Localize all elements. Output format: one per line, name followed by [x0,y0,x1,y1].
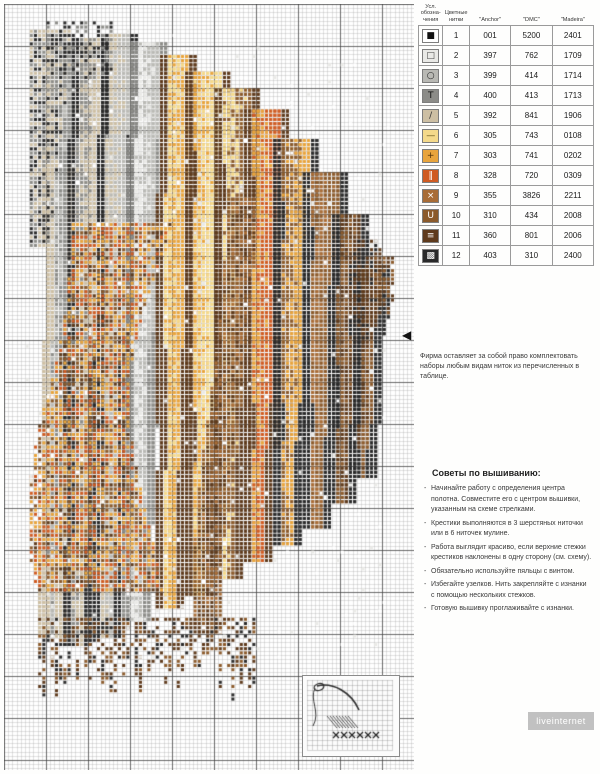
legend-anchor-code: 400 [469,86,510,106]
legend-number: 6 [443,126,470,146]
legend-dmc-code: 310 [511,246,552,266]
symbol-glyph: □ [426,50,435,61]
legend-madeira-code: 0108 [552,126,593,146]
legend-symbol-cell [419,186,443,206]
legend-dmc-code: 720 [511,166,552,186]
symbol-glyph: ‖ [428,170,433,181]
legend-symbol-cell [419,46,443,66]
symbol-glyph: ○ [426,70,435,81]
symbol-glyph: × [426,190,435,201]
symbol-glyph: + [426,150,435,161]
legend-dmc-code: 414 [511,66,552,86]
legend-symbol-cell [419,226,443,246]
color-swatch [422,149,439,163]
legend-number: 9 [443,186,470,206]
tips-item: - Обязательно используйте пяльцы с винтом. [424,567,592,578]
legend-dmc-code: 801 [511,226,552,246]
legend-row [419,166,594,186]
legend-anchor-code: 001 [469,26,510,46]
color-swatch [422,29,439,43]
symbol-glyph: ▩ [426,250,435,261]
symbol-glyph: U [427,210,434,221]
legend-row [419,246,594,266]
needle-illustration [303,676,397,754]
legend-header-row [419,4,594,26]
legend-symbol-cell [419,206,443,226]
watermark: liveinternet [528,712,594,730]
legend-anchor-code: 310 [469,206,510,226]
color-swatch [422,229,439,243]
symbol-glyph: T [427,90,434,101]
legend-anchor-code: 399 [469,66,510,86]
legend-madeira-code: 2006 [552,226,593,246]
legend-row [419,146,594,166]
legend-row [419,66,594,86]
legend-number: 3 [443,66,470,86]
tips-item: - Крестики выполняются в 3 шерстяных ниточки или в 6 ниточек мулине. [424,519,592,540]
color-swatch [422,249,439,263]
legend-anchor-code: 355 [469,186,510,206]
legend-anchor-code: 303 [469,146,510,166]
legend-number: 5 [443,106,470,126]
legend-anchor-code: 360 [469,226,510,246]
legend-symbol-cell [419,166,443,186]
legend-anchor-code: 392 [469,106,510,126]
legend-header-symbol: Усл. обозна- чения [420,4,441,23]
legend-dmc-code: 743 [511,126,552,146]
legend-dmc-code: 5200 [511,26,552,46]
legend-number: 1 [443,26,470,46]
disclaimer-text: Фирма оставляет за собой право комплектовать наборы любым видам ниток из перечисленных в таблице. [420,353,580,381]
legend-madeira-code: 1714 [552,66,593,86]
thread-legend [418,4,594,266]
legend-number: 4 [443,86,470,106]
color-swatch [422,189,439,203]
legend-row [419,26,594,46]
tips-item: - Начинайте работу с определения центра полотна. Совместите его с центром вышивки, указанным на схеме стрелками. [424,484,592,516]
legend-number: 7 [443,146,470,166]
color-swatch [422,89,439,103]
tips-title: Советы по вышиванию: [432,468,541,478]
legend-madeira-code: 1713 [552,86,593,106]
stitch-diagram [302,675,400,757]
legend-row [419,106,594,126]
legend-dmc-code: 413 [511,86,552,106]
legend-table [418,4,594,266]
legend-dmc-code: 762 [511,46,552,66]
legend-anchor-code: 403 [469,246,510,266]
cross-stitch-chart [4,4,414,770]
legend-number: 11 [443,226,470,246]
legend-anchor-code: 397 [469,46,510,66]
legend-madeira-code: 1906 [552,106,593,126]
color-swatch [422,109,439,123]
legend-row [419,86,594,106]
tips-list [424,484,592,615]
tips-block [424,484,592,618]
legend-symbol-cell [419,26,443,46]
symbol-glyph: ≡ [426,230,435,241]
color-swatch [422,169,439,183]
legend-symbol-cell [419,106,443,126]
tips-item: - Избегайте узелков. Нить закрепляйте с изнанки с помощью нескольких стежков. [424,580,592,601]
legend-madeira-code: 0202 [552,146,593,166]
legend-madeira-code: 2401 [552,26,593,46]
legend-symbol-cell [419,86,443,106]
legend-madeira-code: 2008 [552,206,593,226]
legend-row [419,46,594,66]
legend-number: 2 [443,46,470,66]
legend-anchor-code: 305 [469,126,510,146]
tips-item: - Работа выглядит красиво, если верхние стежки крестиков наклонены в одну сторону (см. схему). [424,543,592,564]
color-swatch [422,209,439,223]
legend-anchor-code: 328 [469,166,510,186]
color-swatch [422,129,439,143]
color-swatch [422,69,439,83]
legend-madeira-code: 2211 [552,186,593,206]
symbol-glyph: ■ [426,30,435,41]
legend-madeira-code: 0309 [552,166,593,186]
legend-number: 10 [443,206,470,226]
legend-madeira-code: 1709 [552,46,593,66]
legend-madeira-code: 2400 [552,246,593,266]
legend-dmc-code: 434 [511,206,552,226]
legend-dmc-code: 841 [511,106,552,126]
legend-header-madeira: "Madeira" [560,16,585,23]
legend-number: 8 [443,166,470,186]
chart-stitches [4,4,414,770]
legend-symbol-cell [419,146,443,166]
legend-body [419,26,594,266]
legend-dmc-code: 3826 [511,186,552,206]
legend-symbol-cell [419,246,443,266]
legend-row [419,206,594,226]
legend-symbol-cell [419,126,443,146]
symbol-glyph: — [426,130,436,141]
legend-header-anchor: "Anchor" [479,16,501,23]
legend-symbol-cell [419,66,443,86]
legend-row [419,226,594,246]
legend-row [419,186,594,206]
tips-item: - Готовую вышивку проглаживайте с изнанки. [424,604,592,615]
legend-row [419,126,594,146]
legend-header-dmc: "DMC" [523,16,540,23]
legend-header-thread: Цветные нитки [444,10,468,23]
color-swatch [422,49,439,63]
legend-number: 12 [443,246,470,266]
symbol-glyph: / [429,110,433,121]
legend-dmc-code: 741 [511,146,552,166]
center-marker-arrow: ◀ [402,328,412,342]
